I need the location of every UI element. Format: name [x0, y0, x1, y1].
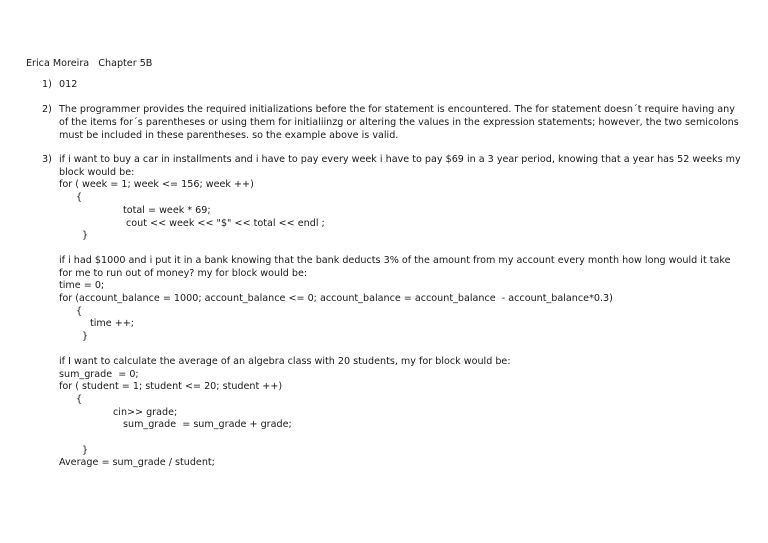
code-line: sum_grade = sum_grade + grade; [123, 419, 292, 430]
code-line: total = week * 69; [123, 205, 211, 216]
paragraph-bank-balance: if i had $1000 and i put it in a bank knowing that the bank deducts 3% of the amount from my account every month how long would it take for me to run out of money? my for block would be: [59, 255, 731, 279]
list-number: 1) [42, 79, 52, 90]
code-line: Average = sum_grade / student; [59, 457, 215, 468]
paragraph-car-installments: if i want to buy a car in installments and i have to pay every week i have to pay $69 in a 3 year period, knowing that a year has 52 weeks my block would be: [59, 154, 741, 178]
code-line: } [82, 230, 89, 241]
code-line: } [82, 445, 89, 456]
code-line: cout << week << "$" << total << endl ; [126, 218, 325, 229]
list-number: 3) [42, 154, 52, 165]
code-line: { [76, 394, 83, 405]
document-header: Erica Moreira Chapter 5B [26, 58, 153, 69]
paragraph-average-grade: if I want to calculate the average of an algebra class with 20 students, my for block would be: [59, 356, 511, 367]
code-line: { [76, 192, 83, 203]
code-line: } [82, 331, 89, 342]
answer-text: 012 [59, 79, 78, 90]
answer-body [59, 154, 743, 474]
answer-text: The programmer provides the required initializations before the for statement is encountered. The for statement doesn´t require having any of the items for´s parentheses or using them for initialiinzg or altering the values in the expression statements; however, the two semicolons must be included in these parentheses. so the example above is valid. [59, 104, 739, 141]
code-line: time ++; [90, 318, 135, 329]
code-line: for (account_balance = 1000; account_balance <= 0; account_balance = account_balance - account_balance*0.3) [59, 293, 613, 304]
code-line: sum_grade = 0; [59, 369, 139, 380]
code-line: time = 0; [59, 280, 105, 291]
code-line: cin>> grade; [113, 407, 178, 418]
code-line: for ( week = 1; week <= 156; week ++) [59, 179, 254, 190]
code-line: for ( student = 1; student <= 20; student ++) [59, 381, 283, 392]
list-number: 2) [42, 104, 52, 115]
code-line: { [76, 306, 83, 317]
